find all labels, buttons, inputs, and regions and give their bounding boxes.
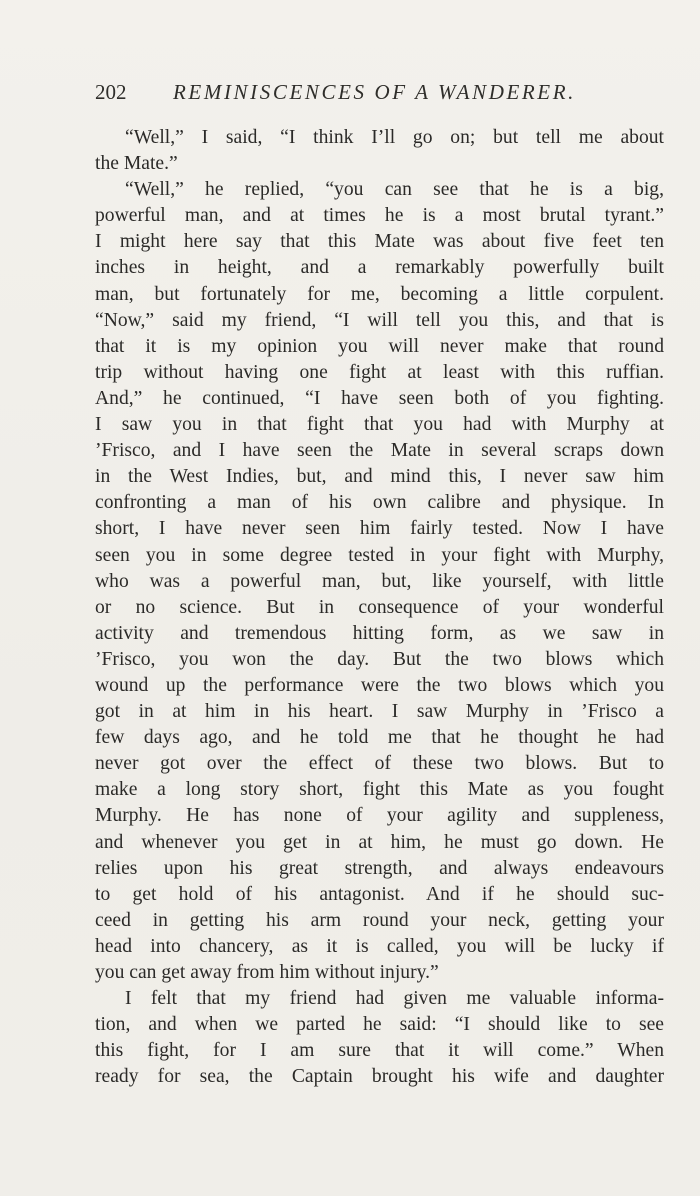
text-line: ’Frisco, and I have seen the Mate in several scraps down (95, 440, 664, 462)
text-line: and whenever you get in at him, he must go down. He (95, 831, 664, 853)
text-line: the Mate.” (95, 153, 178, 175)
text-line: I felt that my friend had given me valuable informa- (125, 988, 664, 1010)
text-line: ceed in getting his arm round your neck, getting your (95, 909, 664, 931)
text-line: wound up the performance were the two blows which you (95, 674, 664, 696)
text-line: relies upon his great strength, and always endeavours (95, 857, 664, 879)
text-line: powerful man, and at times he is a most brutal tyrant.” (95, 205, 664, 227)
text-line: or no science. But in consequence of your wonderful (95, 596, 664, 618)
text-line: short, I have never seen him fairly tested. Now I have (95, 518, 664, 540)
text-line: few days ago, and he told me that he thought he had (95, 727, 664, 749)
text-line: who was a powerful man, but, like yourself, with little (95, 570, 664, 592)
text-line: ’Frisco, you won the day. But the two blows which (95, 648, 664, 670)
page-number: 202 (95, 80, 127, 104)
text-line: man, but fortunately for me, becoming a little corpulent. (95, 283, 664, 305)
text-line: “Well,” he replied, “you can see that he is a big, (125, 179, 664, 201)
text-line: this fight, for I am sure that it will come.” When (95, 1040, 664, 1062)
text-line: that it is my opinion you will never make that round (95, 335, 664, 357)
text-line: And,” he continued, “I have seen both of you fighting. (95, 387, 664, 409)
text-line: I saw you in that fight that you had with Murphy at (95, 414, 664, 436)
text-line: ready for sea, the Captain brought his wife and daughter (95, 1066, 664, 1088)
text-line: tion, and when we parted he said: “I should like to see (95, 1014, 664, 1036)
text-line: confronting a man of his own calibre and physique. In (95, 492, 664, 514)
text-line: “Well,” I said, “I think I’ll go on; but tell me about (125, 127, 664, 148)
text-line: head into chancery, as it is called, you will be lucky if (95, 935, 664, 957)
text-line: make a long story short, fight this Mate as you fought (95, 779, 664, 801)
text-line: inches in height, and a remarkably powerfully built (95, 257, 664, 279)
text-line: activity and tremendous hitting form, as we saw in (95, 622, 664, 644)
text-line: in the West Indies, but, and mind this, I never saw him (95, 466, 664, 488)
text-line: “Now,” said my friend, “I will tell you this, and that is (95, 309, 664, 331)
page-header (95, 80, 615, 106)
text-line: to get hold of his antagonist. And if he should suc- (95, 883, 664, 905)
text-line: you can get away from him without injury.” (95, 962, 439, 983)
text-line: I might here say that this Mate was about five feet ten (95, 231, 664, 253)
text-line: trip without having one fight at least with this ruffian. (95, 361, 664, 383)
text-line: Murphy. He has none of your agility and suppleness, (95, 805, 664, 827)
text-line: never got over the effect of these two blows. But to (95, 753, 664, 775)
text-line: seen you in some degree tested in your fight with Murphy, (95, 544, 664, 566)
running-title: REMINISCENCES OF A WANDERER. (173, 80, 577, 104)
body-text (95, 125, 664, 1090)
text-line: got in at him in his heart. I saw Murphy in ’Frisco a (95, 701, 664, 723)
